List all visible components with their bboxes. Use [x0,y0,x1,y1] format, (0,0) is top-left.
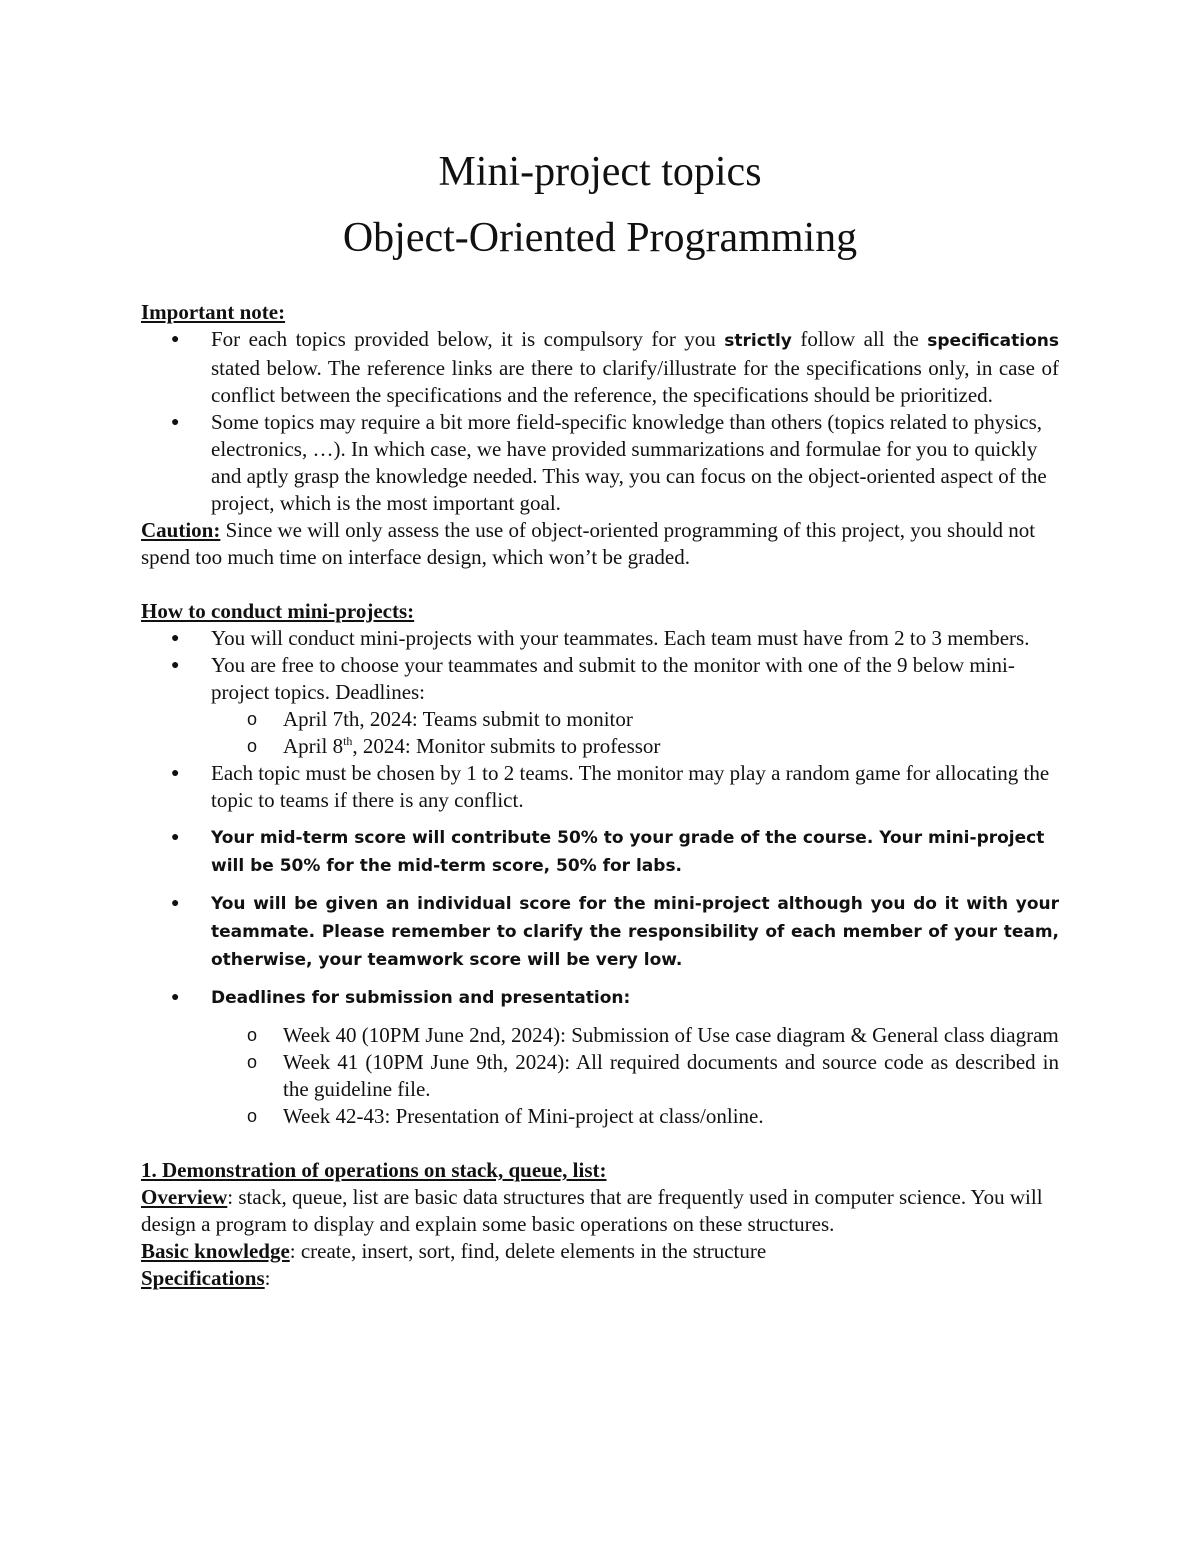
document-body [141,299,1059,1292]
week-sublist [211,1022,1059,1130]
bullet-icon: ● [171,415,180,430]
list-item: ● You will be given an individual score for the mini-project although you do it with your teammate. Please remember to clarify the responsibility of each member of your team, otherwise, your teamwork score will be very low. [211,890,1059,974]
list-item: o April 8th, 2024: Monitor submits to professor [247,734,661,758]
caution-label: Caution: [141,518,221,542]
list-item: ● Each topic must be chosen by 1 to 2 teams. The monitor may play a random game for allocating the topic to teams if there is any conflict. [171,761,1050,812]
important-note-list [141,326,1059,517]
individual-score-text: individual score [417,894,572,914]
basic-knowledge-paragraph: Basic knowledge: create, insert, sort, find, delete elements in the structure [141,1239,767,1263]
topic-1-heading: 1. Demonstration of operations on stack, queue, list: [141,1158,607,1182]
list-item: ● Some topics may require a bit more field-specific knowledge than others (topics related to physics, electronics, …). In which case, we have provided summarizations and formulae for you to quickly and aptly grasp the knowledge needed. This way, you can focus on the object-oriented aspect of the project, which is the most important goal. [171,410,1047,515]
sub-bullet-icon: o [247,1106,258,1126]
overview-paragraph: Overview: stack, queue, list are basic data structures that are frequently used in computer science. You will design a program to display and explain some basic operations on these structures. [141,1185,1043,1236]
list-item: o Week 40 (10PM June 2nd, 2024): Submission of Use case diagram & General class diagram [247,1023,1059,1047]
bullet-icon: ● [171,830,180,845]
bullet-icon: ● [171,990,180,1005]
list-item: o Week 42-43: Presentation of Mini-project at class/online. [247,1104,764,1128]
list-item: ● For each topics provided below, it is compulsory for you strictly follow all the specifications stated below. The reference links are there to clarify/illustrate for the specifications only, in case of conflict between the specifications and the reference, the specifications should be prioritized. [171,327,1059,407]
specifications-label: Specifications [141,1266,265,1290]
how-to-list [141,625,1059,1130]
how-to-heading: How to conduct mini-projects: [141,599,415,623]
sub-bullet-icon: o [247,1025,258,1045]
bold-specifications: specifications [927,331,1059,351]
document-title: Mini-project topics [438,149,762,195]
list-item: ● You will conduct mini-projects with your teammates. Each team must have from 2 to 3 members. [171,626,1030,650]
overview-label: Overview [141,1185,228,1209]
specifications-paragraph: Specifications: [141,1266,271,1290]
bullet-icon: ● [171,631,180,646]
caution-paragraph: Caution: Since we will only assess the use of object-oriented programming of this project, you should not spend too much time on interface design, which won’t be graded. [141,518,1036,569]
deadline-sublist [211,706,1059,760]
document-subtitle: Object-Oriented Programming [342,215,858,261]
basic-knowledge-label: Basic knowledge [141,1239,290,1263]
sub-bullet-icon: o [247,1052,258,1072]
list-item: o April 7th, 2024: Teams submit to monitor [247,707,633,731]
sub-bullet-icon: o [247,709,258,729]
list-item: ● Your mid-term score will contribute 50% to your grade of the course. Your mini-project will be 50% for the mid-term score, 50% for labs. [211,824,1059,880]
bullet-icon: ● [171,896,180,911]
important-note-heading: Important note: [141,300,286,324]
bullet-icon: ● [171,766,180,781]
list-item: ● Deadlines for submission and presentation: o Week 40 (10PM June 2nd, 2024): Submission of Use case diagram & General class diagram o Week 41 (10PM June 9th, 2024): All required documents and source code as described in the guideline file. o Week 42-43: Presentation of Mini-project at class/online. [211,984,1059,1130]
sub-bullet-icon: o [247,736,258,756]
list-item: ● You are free to choose your teammates and submit to the monitor with one of the 9 below mini-project topics. Deadlines: o April 7th, 2024: Teams submit to monitor o April 8th, 2024: Monitor submits to professor [211,652,1059,760]
bullet-icon: ● [171,332,180,347]
list-item: o Week 41 (10PM June 9th, 2024): All required documents and source code as described in the guideline file. [247,1050,1059,1101]
bold-strictly: strictly [724,331,792,351]
bullet-icon: ● [171,658,180,673]
